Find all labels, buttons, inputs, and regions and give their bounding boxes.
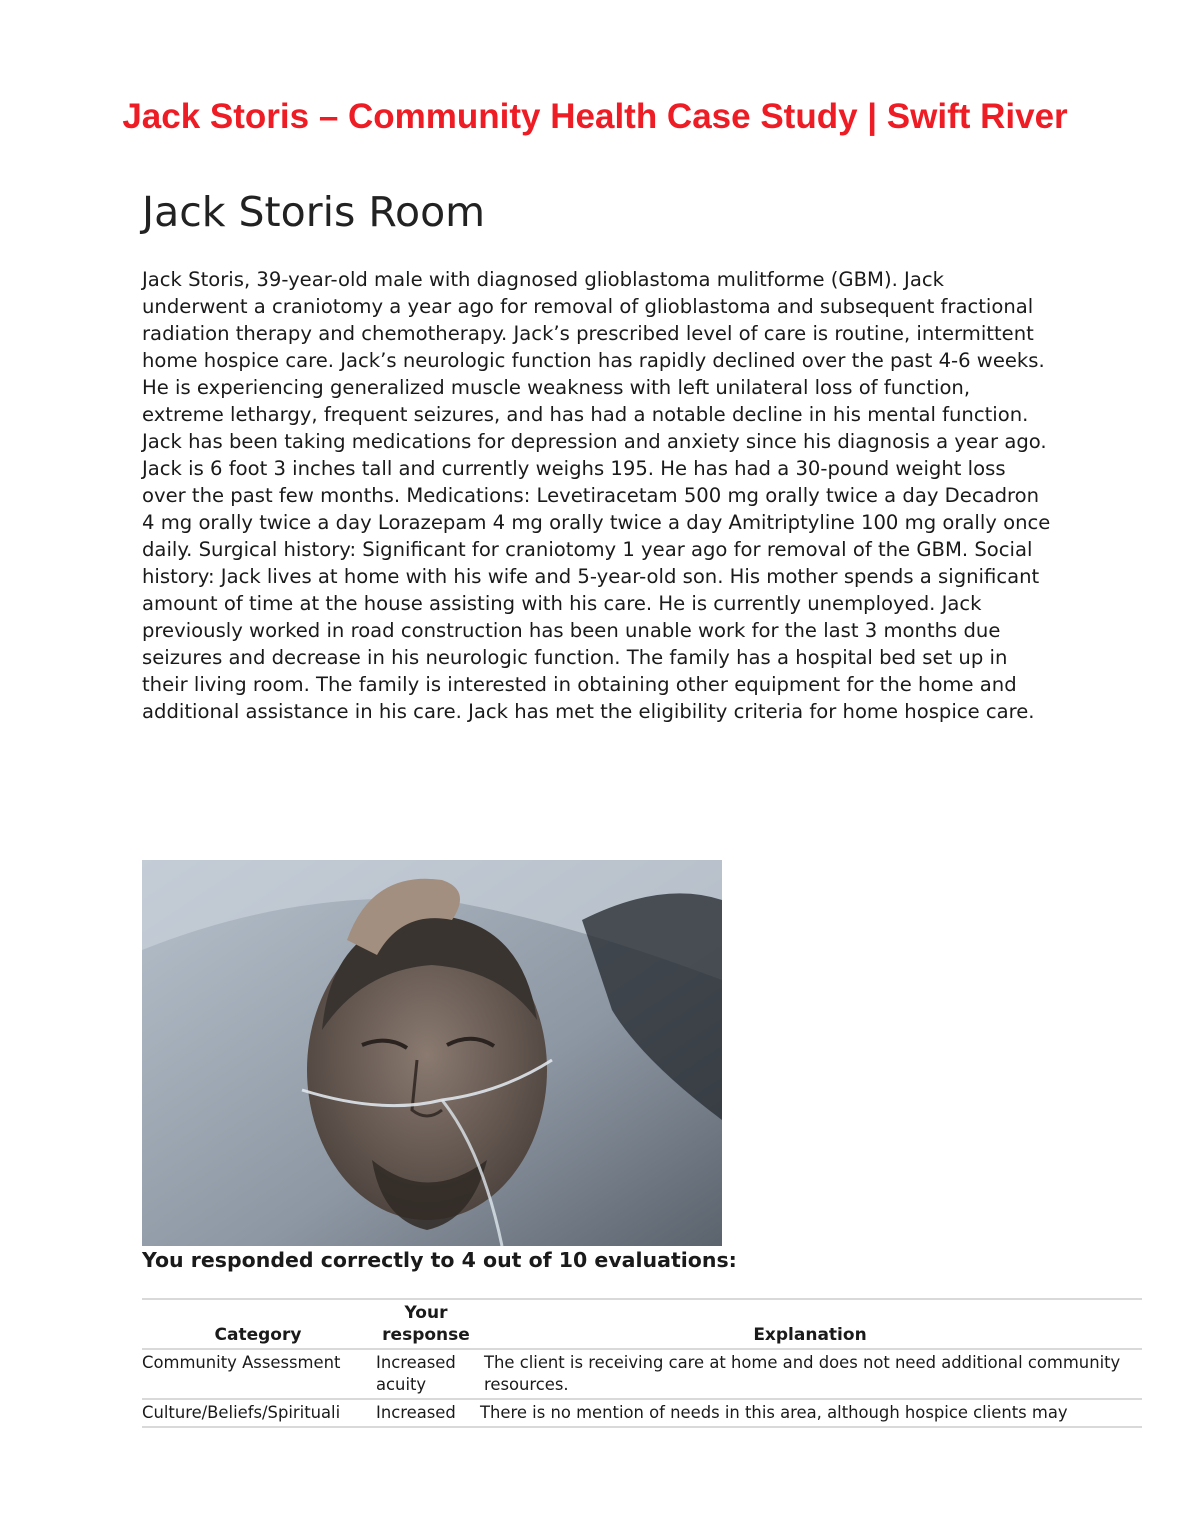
row-category: Culture/Beliefs/Spirituali bbox=[142, 1399, 374, 1427]
row-response: Increased acuity bbox=[374, 1349, 478, 1399]
table-row bbox=[142, 1399, 1142, 1427]
header-explanation: Explanation bbox=[478, 1299, 1142, 1349]
row-category: Community Assessment bbox=[142, 1349, 374, 1399]
row-explanation: There is no mention of needs in this area, although hospice clients may bbox=[478, 1399, 1142, 1427]
header-response-line2: response bbox=[382, 1325, 470, 1345]
evaluation-table bbox=[142, 1298, 1142, 1428]
patient-photo bbox=[142, 860, 722, 1246]
room-heading: Jack Storis Room bbox=[142, 188, 486, 236]
header-category: Category bbox=[142, 1299, 374, 1349]
row-response: Increased bbox=[374, 1399, 478, 1427]
table-row bbox=[142, 1349, 1142, 1399]
row-explanation: The client is receiving care at home and does not need additional community resources. bbox=[478, 1349, 1142, 1399]
header-your-response bbox=[374, 1299, 478, 1349]
header-response-line1: Your bbox=[404, 1303, 448, 1323]
document-title: Jack Storis – Community Health Case Study | Swift River bbox=[122, 97, 1068, 136]
evaluation-score: You responded correctly to 4 out of 10 evaluations: bbox=[142, 1248, 737, 1272]
table-header-row bbox=[142, 1299, 1142, 1349]
case-description: Jack Storis, 39-year-old male with diagnosed glioblastoma mulitforme (GBM). Jack underwent a craniotomy a year ago for removal of glioblastoma and subsequent fractional radiation therapy and chemotherapy. Jack’s prescribed level of care is routine, intermittent home hospice care. Jack’s neurologic function has rapidly declined over the past 4-6 weeks. He is experiencing generalized muscle weakness with left unilateral loss of function, extreme lethargy, frequent seizures, and has had a notable decline in his mental function. Jack has been taking medications for depression and anxiety since his diagnosis a year ago. Jack is 6 foot 3 inches tall and currently weighs 195. He has had a 30-pound weight loss over the past few months. Medications: Levetiracetam 500 mg orally twice a day Decadron 4 mg orally twice a day Lorazepam 4 mg orally twice a day Amitriptyline 100 mg orally once daily. Surgical history: Significant for craniotomy 1 year ago for removal of the GBM. Social history: Jack lives at home with his wife and 5-year-old son. His mother spends a significant amount of time at the house assisting with his care. He is currently unemployed. Jack previously worked in road construction has been unable work for the last 3 months due seizures and decrease in his neurologic function. The family has a hospital bed set up in their living room. The family is interested in obtaining other equipment for the home and additional assistance in his care. Jack has met the eligibility criteria for home hospice care. bbox=[142, 268, 1051, 723]
